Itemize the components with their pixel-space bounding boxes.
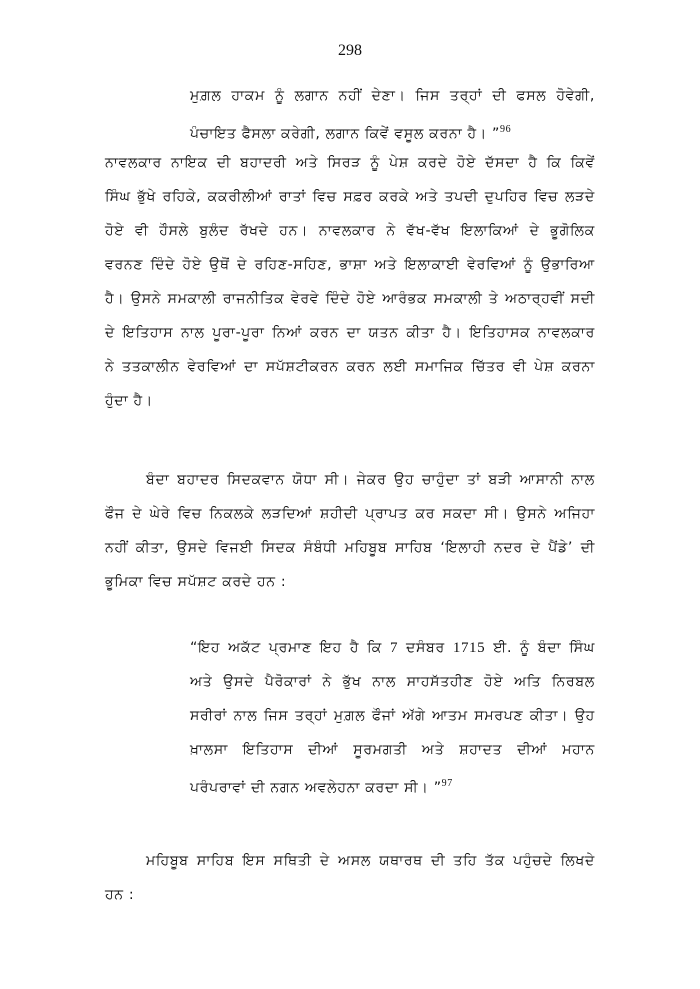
para1-line-1: ਨਾਵਲਕਾਰ ਨਾਇਕ ਦੀ ਬਹਾਦਰੀ ਅਤੇ ਸਿਰੜ ਨੂੰ ਪੇਸ਼ ਕਰਦੇ ਹੋਏ ਦੱਸਦਾ ਹੈ ਕਿ ਕਿਵੇਂ [105, 155, 595, 171]
para2-line-3: ਨਹੀਂ ਕੀਤਾ, ਉਸਦੇ ਵਿਜਈ ਸਿਦਕ ਸੰਬੰਧੀ ਮਹਿਬੂਬ ਸਾਹਿਬ ‘ਇਲਾਹੀ ਨਦਰ ਦੇ ਪੈਂਡੇ’ ਦੀ [105, 540, 595, 556]
bq-text-b: ਦਸੰਬਰ [398, 640, 453, 656]
para2-line-2: ਫੌਜ ਦੇ ਘੇਰੇ ਵਿਚ ਨਿਕਲਕੇ ਲੜਦਿਆਂ ਸ਼ਹੀਦੀ ਪ੍ਰਾਪਤ ਕਰ ਸਕਦਾ ਸੀ। ਉਸਨੇ ਅਜਿਹਾ [105, 506, 595, 522]
block-quote-line-2: ਅਤੇ ਉਸਦੇ ਪੈਰੋਕਾਰਾਂ ਨੇ ਭੁੱਖ ਨਾਲ ਸਾਹਸੱਤਹੀਣ ਹੋਏ ਅਤਿ ਨਿਰਬਲ [190, 674, 595, 690]
quote-cont-line-1: ਮੁਗ਼ਲ ਹਾਕਮ ਨੂੰ ਲਗਾਨ ਨਹੀਂ ਦੇਣਾ। ਜਿਸ ਤਰ੍ਹਾਂ ਦੀ ਫਸਲ ਹੋਵੇਗੀ, [190, 88, 595, 104]
bq-text-a: “ਇਹ ਅਕੱਟ ਪ੍ਰਮਾਣ ਇਹ ਹੈ ਕਿ [190, 640, 390, 656]
para1-line-5: ਹੈ। ਉਸਨੇ ਸਮਕਾਲੀ ਰਾਜਨੀਤਿਕ ਵੇਰਵੇ ਦਿੰਦੇ ਹੋਏ ਆਰੰਭਕ ਸਮਕਾਲੀ ਤੇ ਅਠਾਰ੍ਹਵੀਂ ਸਦੀ [105, 291, 595, 307]
block-quote-line-4: ਖ਼ਾਲਸਾ ਇਤਿਹਾਸ ਦੀਆਂ ਸੂਰਮਗਤੀ ਅਤੇ ਸ਼ਹਾਦਤ ਦੀਆਂ ਮਹਾਨ [190, 742, 595, 758]
bq-year: 1715 [452, 640, 486, 656]
footnote-ref-96: 96 [500, 124, 512, 135]
quote-cont-line-2 [190, 120, 511, 144]
bq-last-text: ਪਰੰਪਰਾਵਾਂ ਦੀ ਨਗਨ ਅਵਲੇਹਨਾ ਕਰਦਾ ਸੀ। ” [190, 780, 442, 796]
block-quote-line-5 [190, 774, 453, 798]
para3-line-1: ਮਹਿਬੂਬ ਸਾਹਿਬ ਇਸ ਸਥਿਤੀ ਦੇ ਅਸਲ ਯਥਾਰਥ ਦੀ ਤਹਿ ਤੱਕ ਪਹੁੰਚਦੇ ਲਿਖਦੇ [146, 853, 595, 869]
para2-line-1: ਬੰਦਾ ਬਹਾਦਰ ਸਿਦਕਵਾਨ ਯੋਧਾ ਸੀ। ਜੇਕਰ ਉਹ ਚਾਹੁੰਦਾ ਤਾਂ ਬੜੀ ਆਸਾਨੀ ਨਾਲ [146, 472, 595, 488]
para3-line-2: ਹਨ : [105, 887, 135, 903]
block-quote-line-3: ਸਰੀਰਾਂ ਨਾਲ ਜਿਸ ਤਰ੍ਹਾਂ ਮੁਗ਼ਲ ਫੌਜਾਂ ਅੱਗੇ ਆਤਮ ਸਮਰਪਣ ਕੀਤਾ। ਉਹ [190, 708, 595, 724]
para1-line-3: ਹੋਏ ਵੀ ਹੌਸਲੇ ਬੁਲੰਦ ਰੱਖਦੇ ਹਨ। ਨਾਵਲਕਾਰ ਨੇ ਵੱਖ-ਵੱਖ ਇਲਾਕਿਆਂ ਦੇ ਭੂਗੋਲਿਕ [105, 223, 595, 239]
bq-day: 7 [389, 640, 399, 656]
footnote-ref-97: 97 [441, 778, 453, 789]
para1-line-4: ਵਰਨਣ ਦਿੰਦੇ ਹੋਏ ਉਥੋਂ ਦੇ ਰਹਿਣ-ਸਹਿਣ, ਭਾਸ਼ਾ ਅਤੇ ਇਲਾਕਾਈ ਵੇਰਵਿਆਂ ਨੂੰ ਉਭਾਰਿਆ [105, 257, 595, 273]
page-number: 298 [338, 42, 362, 59]
bq-text-c: ਈ. ਨੂੰ ਬੰਦਾ ਸਿੰਘ [485, 640, 595, 656]
para1-line-8: ਹੁੰਦਾ ਹੈ। [105, 393, 153, 409]
para1-line-2: ਸਿੰਘ ਭੁੱਖੇ ਰਹਿਕੇ, ਕਕਰੀਲੀਆਂ ਰਾਤਾਂ ਵਿਚ ਸਫ਼ਰ ਕਰਕੇ ਅਤੇ ਤਪਦੀ ਦੁਪਹਿਰ ਵਿਚ ਲੜਦੇ [105, 189, 595, 205]
para1-line-7: ਨੇ ਤਤਕਾਲੀਨ ਵੇਰਵਿਆਂ ਦਾ ਸਪੱਸ਼ਟੀਕਰਨ ਕਰਨ ਲਈ ਸਮਾਜਿਕ ਚਿੱਤਰ ਵੀ ਪੇਸ਼ ਕਰਨਾ [105, 359, 595, 375]
para2-line-4: ਭੂਮਿਕਾ ਵਿਚ ਸਪੱਸ਼ਟ ਕਰਦੇ ਹਨ : [105, 574, 287, 590]
para1-line-6: ਦੇ ਇਤਿਹਾਸ ਨਾਲ ਪੂਰਾ-ਪੂਰਾ ਨਿਆਂ ਕਰਨ ਦਾ ਯਤਨ ਕੀਤਾ ਹੈ। ਇਤਿਹਾਸਕ ਨਾਵਲਕਾਰ [105, 325, 595, 341]
block-quote-line-1 [190, 638, 595, 658]
quote-cont-text: ਪੰਚਾਇਤ ਫੈਸਲਾ ਕਰੇਗੀ, ਲਗਾਨ ਕਿਵੇਂ ਵਸੂਲ ਕਰਨਾ ਹੈ। ” [190, 126, 501, 142]
